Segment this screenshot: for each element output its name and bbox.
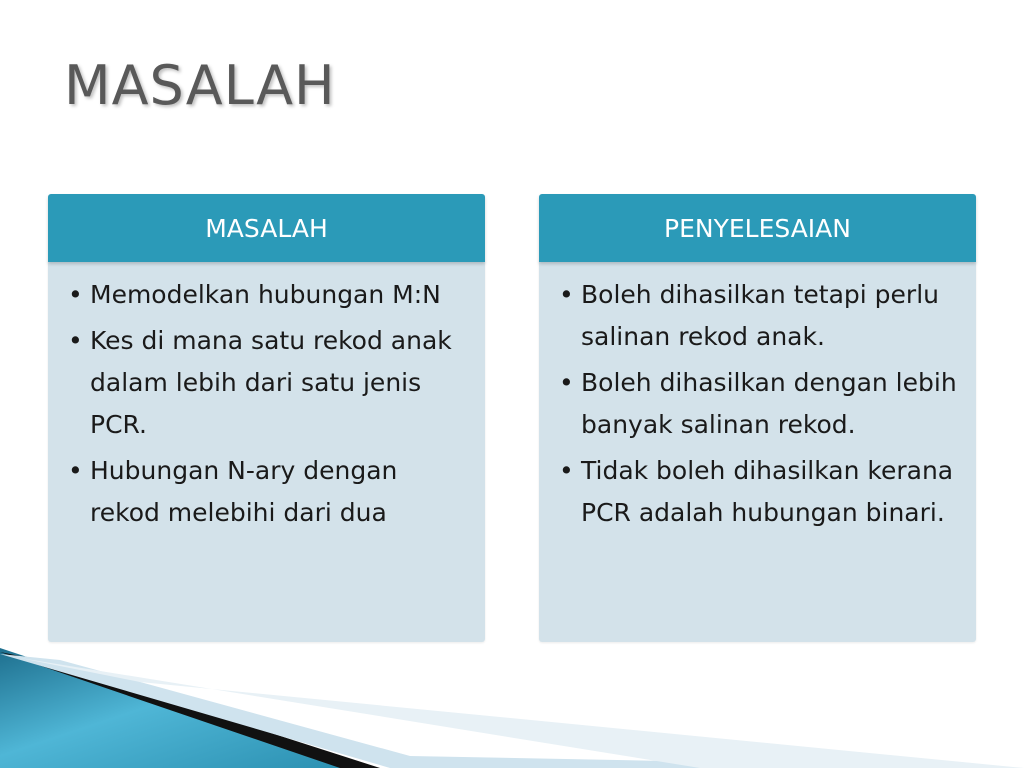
problem-bullet-list: [66, 274, 473, 534]
bullet-item: • Boleh dihasilkan tetapi perlu salinan rekod anak.: [557, 274, 964, 358]
solution-column-header: PENYELESAIAN: [539, 194, 976, 262]
bullet-item: • Kes di mana satu rekod anak dalam lebih dari satu jenis PCR.: [66, 320, 473, 446]
decorative-swoosh: [0, 640, 1024, 768]
bullet-item: • Tidak boleh dihasilkan kerana PCR adalah hubungan binari.: [557, 450, 964, 534]
bullet-item: • Memodelkan hubungan M:N: [66, 274, 473, 316]
problem-column-header: MASALAH: [48, 194, 485, 262]
solution-bullet-list: [557, 274, 964, 534]
bullet-item: • Boleh dihasilkan dengan lebih banyak salinan rekod.: [557, 362, 964, 446]
bullet-item: • Hubungan N-ary dengan rekod melebihi dari dua: [66, 450, 473, 534]
problem-column-body: [48, 260, 485, 642]
solution-column: [539, 194, 976, 644]
slide-title: MASALAH: [64, 54, 336, 117]
solution-column-body: [539, 260, 976, 642]
problem-column: [48, 194, 485, 644]
